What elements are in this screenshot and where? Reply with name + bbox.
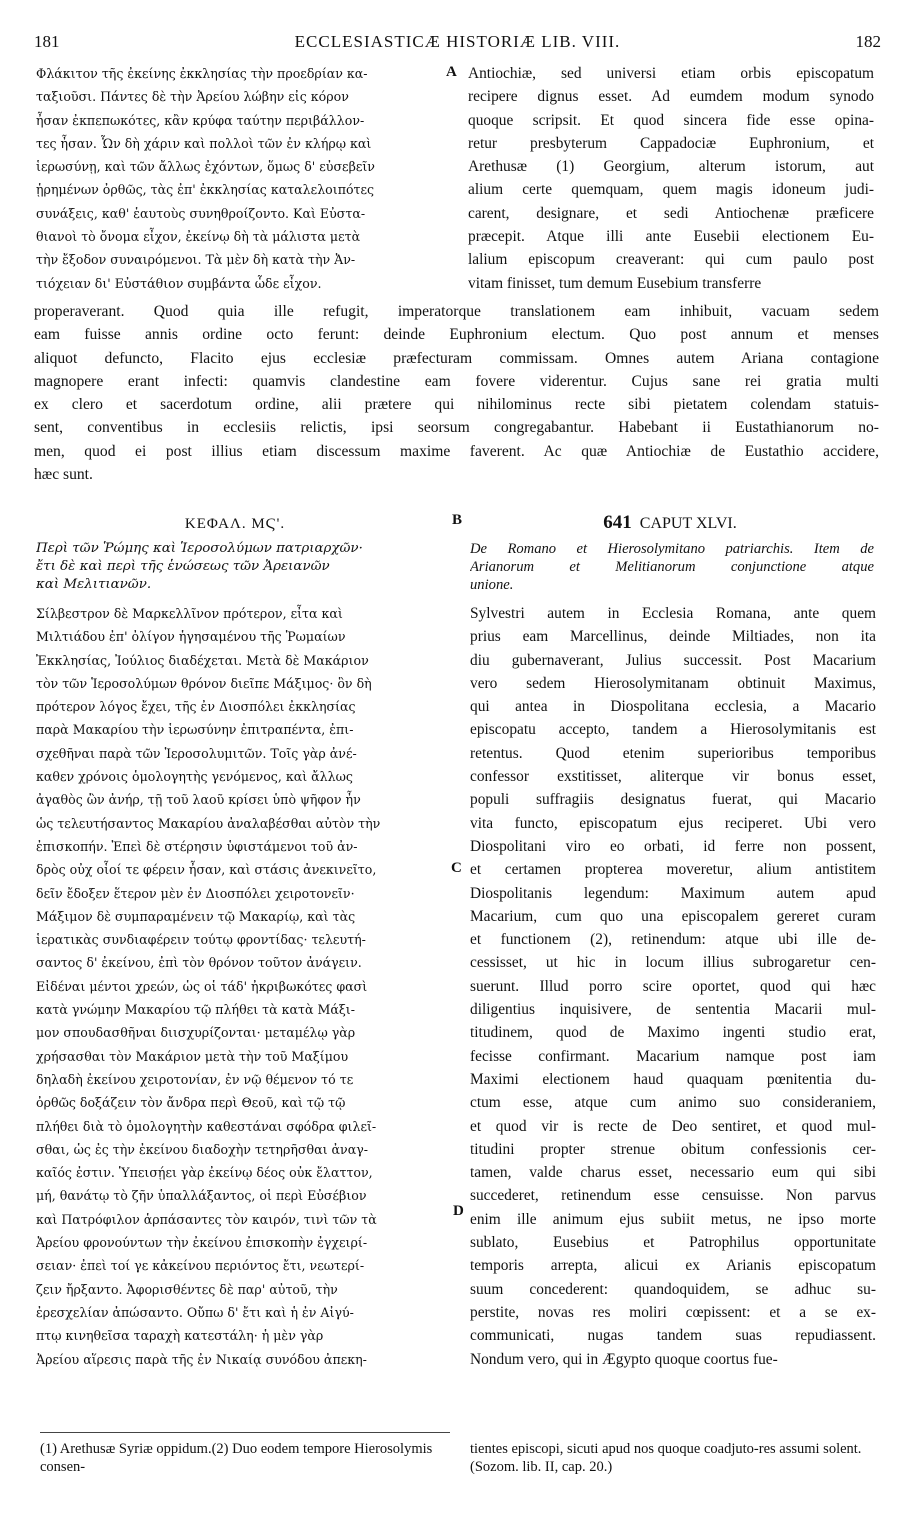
- greek-text-line: Ἀρείου φρονούντων τὴν ἐκείνου ἐπισκοπὴν ἐγχειρί-: [36, 1235, 368, 1251]
- margin-marker-b: B: [452, 512, 463, 528]
- footnote-line: res assumi solent. (Sozom. lib. II, cap. 20.): [470, 1441, 862, 1475]
- latin-text-line: titudinem, quod de Maximo ingenti studio erat,: [470, 1024, 876, 1042]
- greek-text-line: δρὸς οὐχ οἷοί τε φέρειν ἦσαν, καὶ στάσις ἀνεκινεῖτο,: [36, 862, 377, 878]
- latin-text-line: Sylvestri autem in Ecclesia Romana, ante quem: [470, 605, 876, 622]
- footnote-line: (2) Duo eodem tempore Hierosolymis consen-: [40, 1441, 433, 1475]
- latin-text-line: fecisse confirmant. Macarium namque post iam: [470, 1047, 876, 1065]
- latin-text-line: Nondum vero, qui in Ægypto quoque coortus fue-: [470, 1350, 778, 1368]
- greek-text-line: μον σπουδασθῆναι διισχυρίζονται· μεταμέλῳ γὰρ: [36, 1025, 356, 1041]
- footnote-line: (1) Arethusæ Syriæ oppidum.: [40, 1441, 212, 1457]
- greek-text-line: σχεθῆναι παρὰ τῶν Ἱεροσολυμιτῶν. Τοῖς γὰρ ἀνέ-: [36, 745, 357, 761]
- latin-text-line: Antiochiæ, sed universi etiam orbis episcopatum: [468, 65, 874, 82]
- latin-text-line: diu gubernaverant, Julius successit. Post Macarium: [470, 651, 876, 669]
- greek-text-line: δεῖν ἔδοξεν ἕτερον μὲν ἐν Διοσπόλει χειροτονεῖν·: [36, 885, 355, 901]
- latin-text-line: Diospolitani viro eo orbati, id ferre non possent,: [470, 837, 876, 855]
- latin-title-line: De Romano et Hierosolymitano patriarchis. Item de: [470, 541, 874, 557]
- top-greek-column: [36, 62, 446, 295]
- greek-title-line: Περὶ τῶν Ῥώμης καὶ Ἱεροσολύμων πατριαρχῶν·: [36, 541, 363, 556]
- latin-text-line: carent, designare, et sedi Antiochenæ præficere: [468, 204, 874, 222]
- greek-text-line: ὡς τελευτήσαντος Μακαρίου ἀναλαβέσθαι αὐτὸν τὴν: [36, 815, 381, 831]
- greek-text-line: ταξιοῦσι. Πάντες δὲ τὴν Ἀρείου λώβην εἰς κόρον: [36, 89, 349, 105]
- latin-text-line: ex clero et sacerdotum ordine, alii prætere qui nihilominus recte sibi pietatem colendam statuis-: [34, 396, 879, 414]
- full-width-latin-paragraph: [34, 300, 879, 486]
- latin-text-line: vita functo, episcopatum ejus reciperet. Ubi vero: [470, 814, 876, 832]
- latin-title-line: Arianorum et Melitianorum conjunctione atque: [470, 559, 874, 575]
- greek-text-line: Σίλβεστρον δὲ Μαρκελλῖνον πρότερον, εἶτα καὶ: [36, 606, 343, 621]
- latin-text-line: temporis arrepta, alicui ex Arianis episcopatum: [470, 1257, 876, 1275]
- margin-marker-d: D: [453, 1203, 464, 1219]
- right-page-number: 182: [855, 32, 881, 51]
- greek-chapter-title: [36, 540, 446, 594]
- latin-text-line: retur presbyterum Cappadociæ Euphronium, et: [468, 134, 874, 152]
- greek-text-line: τιόχειαν δι' Εὐστάθιον συμβάντα ὧδε εἶχον.: [36, 275, 322, 291]
- greek-text-line: ὀρθῶς δοξάζειν τὸν ἄνδρα περὶ Θεοῦ, καὶ τῷ τῷ: [36, 1095, 346, 1111]
- latin-chapter-body: [470, 602, 876, 1371]
- greek-text-line: ζειν ἤρξαντο. Ἀφορισθέντες δὲ παρ' αὐτοῦ, τὴν: [36, 1281, 338, 1297]
- greek-text-line: ἐπισκοπήν. Ἐπεὶ δὲ στέρησιν ὑφιστάμενοι τοῦ ἀν-: [36, 838, 358, 854]
- latin-text-line: perstite, novas res moliri cœpissent: et a se ex-: [470, 1303, 876, 1321]
- latin-text-line: lalium episcopum creaverant: qui cum paulo post: [468, 251, 874, 269]
- greek-text-line: τὸν τῶν Ἱεροσολύμων θρόνον διεῖπε Μάξιμος· ὃν δὴ: [36, 675, 372, 691]
- greek-title-line: καὶ Μελιτιανῶν.: [36, 577, 152, 592]
- greek-text-line: τες ἦσαν. Ὧν δὴ χάριν καὶ πολλοὶ τῶν ἐν κλήρῳ καὶ: [36, 135, 372, 151]
- greek-text-line: σαντος δ' ἐκείνου, ἐπὶ τὸν θρόνον τοῦτον ἀνάγειν.: [36, 955, 362, 971]
- greek-text-line: πτῳ κινηθεῖσα ταραχὴ κατεστάλη· ἡ μὲν γὰρ: [36, 1328, 324, 1344]
- latin-text-line: Macarium, cum quo una episcopalem gereret curam: [470, 907, 876, 925]
- latin-text-line: men, quod ei post illius etiam discessum maxime faverent. Ac quæ Antiochiæ de Eustathio accidere,: [34, 442, 879, 460]
- latin-text-line: prius eam Marcellinus, deinde Miltiades, non ita: [470, 628, 876, 646]
- greek-title-line: ἔτι δὲ καὶ περὶ τῆς ἑνώσεως τῶν Ἀρειανῶν: [36, 559, 330, 574]
- greek-text-line: κατὰ γνώμην Μακαρίου τῷ πλήθει τὰ κατὰ Μάξι-: [36, 1002, 355, 1018]
- latin-text-line: tamen, valde charus esset, necessario eum qui sibi: [470, 1164, 876, 1182]
- greek-text-line: τὴν ἔξοδον συναιρόμενοι. Τὰ μὲν δὴ κατὰ τὴν Ἀν-: [36, 252, 356, 268]
- latin-text-line: hæc sunt.: [34, 466, 93, 484]
- greek-text-line: ἱερωσύνῃ, καὶ τῶν ἄλλως ἐχόντων, ὅμως δ' εὐσεβεῖν: [36, 159, 375, 175]
- top-latin-column: [468, 62, 874, 295]
- footnote-rule: [40, 1432, 450, 1433]
- latin-text-line: communicati, nugas tandem suas repudiassent.: [470, 1327, 876, 1345]
- margin-marker-a: A: [446, 64, 457, 80]
- greek-text-line: Ἀρείου αἵρεσις παρὰ τῆς ἐν Νικαίᾳ συνόδου ἀπεκη-: [36, 1351, 367, 1367]
- latin-text-line: ctum esse, atque cum animo suo consideraniem,: [470, 1094, 876, 1112]
- greek-text-line: σθαι, ὡς ἐς τὴν ἐκείνου διαδοχὴν τετηρῆσθαι ἀναγ-: [36, 1141, 368, 1157]
- greek-text-line: ἀγαθὸς ὢν ἀνήρ, τῇ τοῦ λαοῦ κρίσει ὑπὸ ψῆφον ἦν: [36, 792, 361, 808]
- latin-text-line: Diospolitanis legendum: Maximum autem apud: [470, 884, 876, 902]
- latin-text-line: recipere dignus esset. Ad eumdem modum synodo: [468, 88, 874, 106]
- latin-text-line: et quod vir is recte de Deo sentiret, et quod mul-: [470, 1117, 876, 1135]
- footnotes-right: [470, 1440, 876, 1476]
- latin-chapter-title: [470, 540, 874, 594]
- greek-text-line: πλήθει διὰ τὸ ὁμολογητὴν καθεστάναι σφόδρα φιλεῖ-: [36, 1118, 377, 1134]
- left-page-number: 181: [34, 32, 60, 51]
- latin-chapter-heading-row: [480, 512, 860, 534]
- greek-chapter-heading: ΚΕΦΑΛ. ΜϚ'.: [184, 516, 286, 532]
- greek-text-line: ἱερατικὰς συνδιαφέρειν τούτῳ φροντίδας· τελευτή-: [36, 932, 366, 948]
- latin-text-line: sublato, Eusebius et Patrophilus opportunitate: [470, 1234, 876, 1252]
- latin-text-line: properaverant. Quod quia ille refugit, imperatorque translationem eam inhibuit, vacuam sedem: [34, 303, 879, 320]
- latin-text-line: alium certe quemquam, quem magis idoneum judi-: [468, 181, 874, 199]
- greek-text-line: μή, θανάτῳ τὸ ζῆν ὑπαλλάξαντος, οἱ περὶ Εὐσέβιον: [36, 1188, 367, 1204]
- greek-text-line: καθεν χρόνοις ὁμολογητὴς γενόμενος, καὶ ἄλλως: [36, 769, 353, 785]
- greek-chapter-body: [36, 602, 446, 1371]
- latin-text-line: vero sedem Hierosolymitanam obtinuit Maximus,: [470, 674, 876, 692]
- greek-text-line: χρήσασθαι τὸν Μακάριον μετὰ τὴν τοῦ Μαξίμου: [36, 1048, 349, 1064]
- latin-text-line: suerunt. Illud porro scire oportet, quod qui hæc: [470, 977, 876, 995]
- latin-text-line: enim ille animum ejus subiit metus, ne ipso morte: [470, 1210, 876, 1228]
- greek-text-line: σειαν· ἐπεὶ τοί γε κἀκείνου περιόντος ἔτι, νεωτερί-: [36, 1258, 365, 1274]
- greek-text-line: Μάξιμον δὲ συμπαραμένειν τῷ Μακαρίῳ, καὶ τὰς: [36, 908, 356, 924]
- greek-text-line: καὶ Πατρόφιλον ἁρπάσαντες τὸν καιρόν, τινὶ τῶν τὰ: [36, 1211, 377, 1227]
- latin-text-line: titudini propter strenue obitum confessionis cer-: [470, 1140, 876, 1158]
- running-head: [34, 32, 881, 54]
- latin-text-line: retentus. Quod etenim superioribus temporibus: [470, 744, 876, 762]
- running-title: ECCLESIASTICÆ HISTORIÆ LIB. VIII.: [294, 32, 621, 51]
- greek-text-line: ἦσαν ἐκπεπωκότες, κἂν κρύφα ταύτην περιβάλλον-: [36, 112, 365, 128]
- latin-text-line: cessisset, ut hic in locum illius subrogaretur cen-: [470, 954, 876, 972]
- greek-text-line: Εἰδέναι μέντοι χρεών, ὡς οἱ τάδ' ἠκριβωκότες φασὶ: [36, 978, 368, 994]
- latin-text-line: Arethusæ (1) Georgium, alterum istorum, aut: [468, 158, 874, 176]
- footnotes-left: [40, 1440, 452, 1476]
- greek-text-line: ᾑρημένων ὀρθῶς, τὰς ἐπ' ἐκκλησίας καταλελοιπότες: [36, 182, 375, 198]
- greek-text-line: ἐρεσχελίαν ἀπώσαντο. Οὔπω δ' ἔτι καὶ ἡ ἐν Αἰγύ-: [36, 1304, 354, 1320]
- latin-text-line: confessor exstitisset, aliterque vir bonus esset,: [470, 768, 876, 786]
- latin-text-line: præcepit. Atque illi ante Eusebii electionem Eu-: [468, 228, 874, 246]
- greek-text-line: θιανοὶ τὸ ὄνομα εἶχον, ἐκείνῳ δὴ τὰ μάλιστα μετὰ: [36, 229, 361, 245]
- latin-text-line: suum concederent: quandoquidem, se adhuc su-: [470, 1280, 876, 1298]
- greek-text-line: Μιλτιάδου ἐπ' ὀλίγον ἡγησαμένου τῆς Ῥωμαίων: [36, 629, 346, 645]
- column-number: 641: [603, 512, 632, 533]
- greek-text-line: Φλάκιτον τῆς ἐκείνης ἐκκλησίας τὴν προεδρίαν κα-: [36, 66, 368, 81]
- latin-title-line: unione.: [470, 577, 514, 593]
- latin-text-line: succederet, retinendum esse censuisse. Non parvus: [470, 1187, 876, 1205]
- margin-marker-c: C: [451, 860, 462, 876]
- latin-text-line: eam fuisse annis ordine octo ferunt: deinde Euphronium electum. Quo post annum et menses: [34, 326, 879, 344]
- latin-text-line: diligentius inquisivere, de sententia Macarii mul-: [470, 1001, 876, 1019]
- latin-text-line: populi suffragiis designatus fuerat, qui Macario: [470, 791, 876, 809]
- latin-text-line: sent, conventibus in ecclesiis relictis, ipsi seorsum congregabantur. Habebant ii Eustathianorum no-: [34, 419, 879, 437]
- latin-text-line: vitam finisset, tum demum Eusebium transferre: [468, 274, 762, 292]
- greek-text-line: παρὰ Μακαρίου τὴν ἱερωσύνην ἐπιτραπέντα, ἐπι-: [36, 722, 354, 738]
- greek-text-line: πρότερον λόγος ἔχει, τῆς ἐν Διοσπόλει ἐκκλησίας: [36, 699, 356, 715]
- footnote-line: tientes episcopi, sicuti apud nos quoque coadjuto-: [470, 1441, 759, 1457]
- latin-text-line: Maximi electionem haud quaquam pœnitentia du-: [470, 1070, 876, 1088]
- greek-text-line: Ἐκκλησίας, Ἰούλιος διαδέχεται. Μετὰ δὲ Μακάριον: [36, 652, 369, 668]
- latin-text-line: magnopere erant infecti: quamvis clandestine eam fovere viderentur. Cujus sane rei gratia multi: [34, 372, 879, 390]
- greek-text-line: δηλαδὴ ἐκείνου χειροτονίαν, ἐν νῷ θέμενον τό τε: [36, 1071, 354, 1087]
- latin-chapter-heading: CAPUT XLVI.: [639, 515, 737, 532]
- latin-text-line: episcopatu accepto, tandem a Hierosolymitanis est: [470, 721, 876, 739]
- latin-text-line: aliquot defuncto, Flacito ejus ecclesiæ præfecturam commissam. Omnes autem Ariana contagione: [34, 349, 879, 367]
- latin-text-line: et certamen propterea moveretur, alium antistitem: [470, 861, 876, 879]
- latin-text-line: quoque scripsit. Et quod sincera fide esse opina-: [468, 111, 874, 129]
- latin-text-line: et functionem (2), retinendum: atque ubi ille de-: [470, 931, 876, 949]
- greek-text-line: καῖός ἐστιν. Ὑπεισῄει γὰρ ἐκείνῳ δέος οὐκ ἔλαττον,: [36, 1165, 373, 1181]
- latin-text-line: qui antea in Diospolitana ecclesia, a Macario: [470, 698, 876, 716]
- greek-text-line: συνάξεις, καθ' ἑαυτοὺς συνηθροίζοντο. Καὶ Εὐστα-: [36, 205, 366, 221]
